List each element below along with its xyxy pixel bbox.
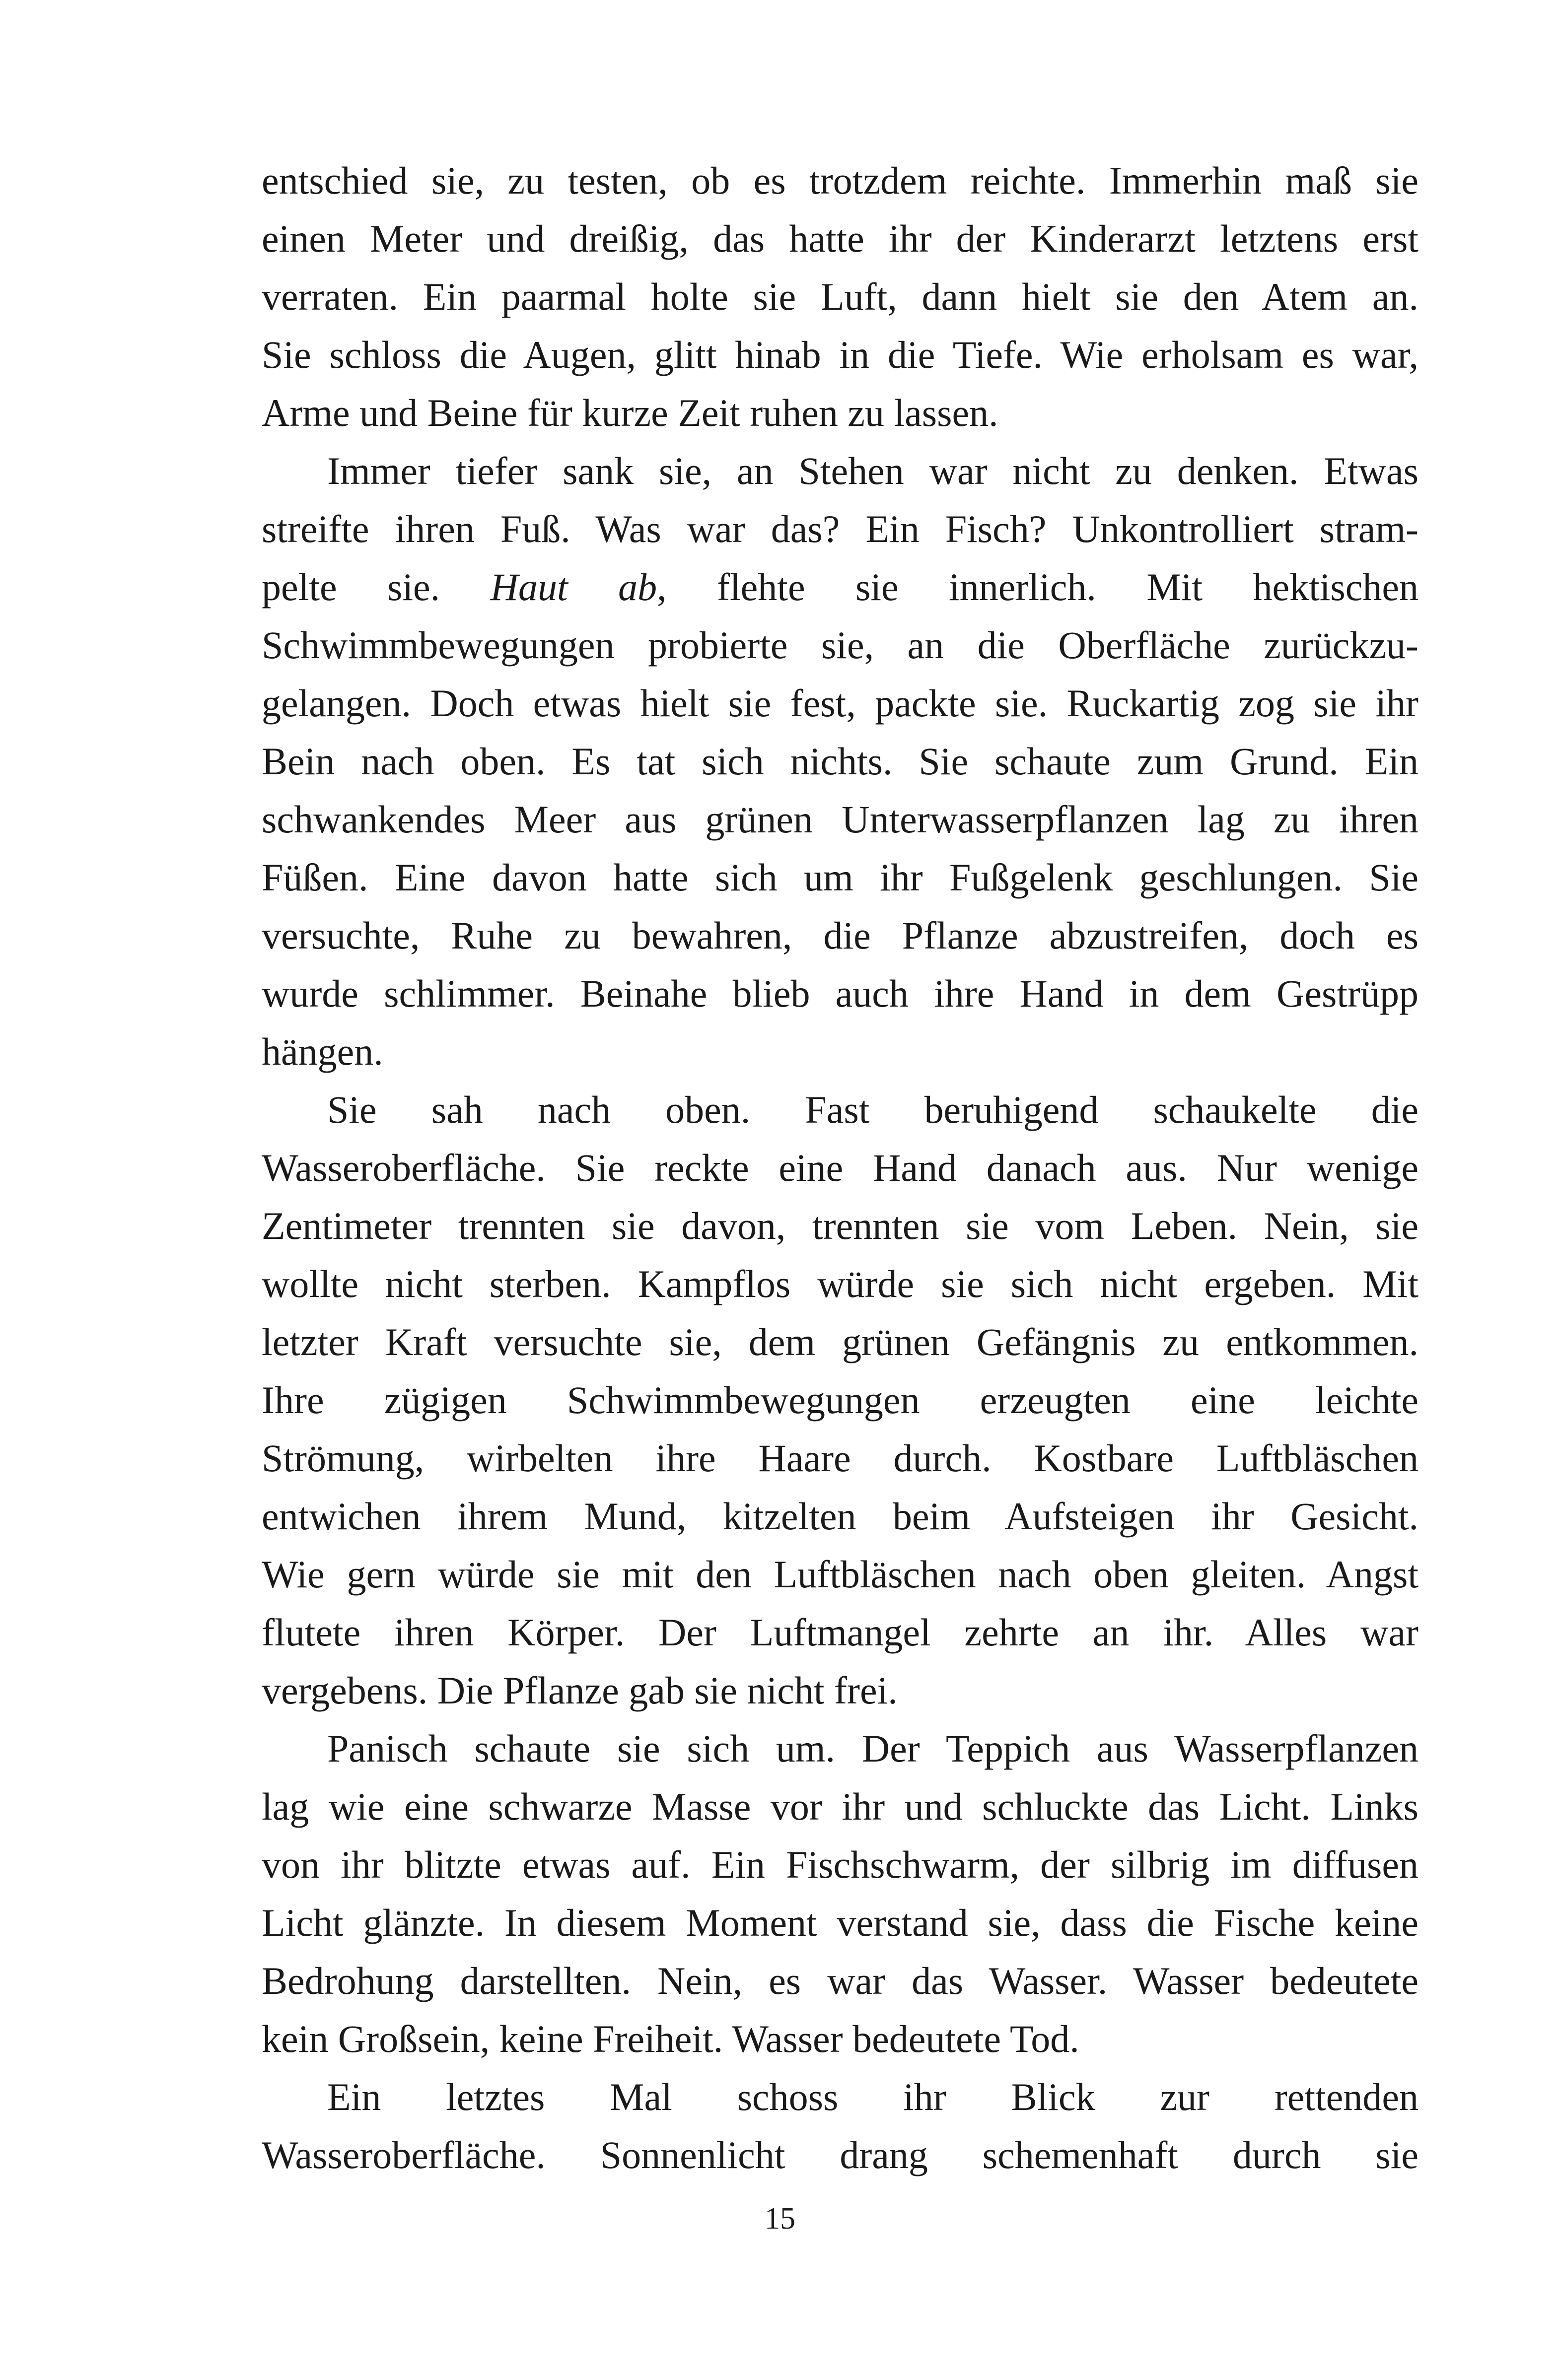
text-line: Wie gern würde sie mit den Luftbläschen nach oben gleiten. Angst — [262, 1553, 1418, 1596]
text-segment: pelte sie. — [262, 565, 440, 609]
text-line: Bein nach oben. Es tat sich nichts. Sie schaute zum Grund. Ein — [262, 740, 1418, 783]
text-line: Bedrohung darstellten. Nein, es war das Wasser. Wasser bedeutete — [262, 1959, 1418, 2002]
text-line: Immer tiefer sank sie, an Stehen war nicht zu denken. Etwas — [327, 449, 1418, 492]
text-line: entschied sie, zu testen, ob es trotzdem reichte. Immerhin maß sie — [262, 159, 1418, 202]
text-segment: , flehte sie innerlich. Mit hektischen — [657, 565, 1419, 609]
text-line: Strömung, wirbelten ihre Haare durch. Kostbare Luftbläschen — [262, 1436, 1418, 1480]
text-line: Sie sah nach oben. Fast beruhigend schaukelte die — [327, 1088, 1418, 1131]
page-number: 15 — [765, 2202, 795, 2236]
text-line: Panisch schaute sie sich um. Der Teppich aus Wasserpflanzen — [327, 1727, 1418, 1770]
text-line: Licht glänzte. In diesem Moment verstand sie, dass die Fische keine — [262, 1901, 1418, 1944]
text-line: lag wie eine schwarze Masse vor ihr und schluckte das Licht. Links — [262, 1785, 1418, 1828]
text-line: versuchte, Ruhe zu bewahren, die Pflanze abzustreifen, doch es — [262, 914, 1418, 957]
text-line: Wasseroberfläche. Sie reckte eine Hand danach aus. Nur wenige — [262, 1146, 1418, 1189]
italic-phrase: Haut ab — [490, 565, 657, 609]
text-line: kein Großsein, keine Freiheit. Wasser bedeutete Tod. — [262, 2017, 1079, 2060]
text-line: Füßen. Eine davon hatte sich um ihr Fußgelenk geschlungen. Sie — [262, 856, 1418, 899]
text-line: gelangen. Doch etwas hielt sie fest, packte sie. Ruckartig zog sie ihr — [262, 681, 1418, 725]
text-line: Zentimeter trennten sie davon, trennten sie vom Leben. Nein, sie — [262, 1204, 1418, 1247]
text-line: Schwimmbewegungen probierte sie, an die Oberfläche zurückzu- — [262, 623, 1418, 667]
text-line: Sie schloss die Augen, glitt hinab in die Tiefe. Wie erholsam es war, — [262, 333, 1418, 376]
text-line: wurde schlimmer. Beinahe blieb auch ihre Hand in dem Gestrüpp — [262, 972, 1418, 1015]
text-line: vergebens. Die Pflanze gab sie nicht frei. — [262, 1669, 898, 1712]
text-line: wollte nicht sterben. Kampflos würde sie sich nicht ergeben. Mit — [262, 1262, 1418, 1305]
text-line: verraten. Ein paarmal holte sie Luft, dann hielt sie den Atem an. — [262, 275, 1418, 318]
text-line — [262, 558, 1418, 616]
text-line: Arme und Beine für kurze Zeit ruhen zu lassen. — [262, 391, 998, 434]
text-line: entwichen ihrem Mund, kitzelten beim Aufsteigen ihr Gesicht. — [262, 1495, 1418, 1538]
text-line: Ihre zügigen Schwimmbewegungen erzeugten eine leichte — [262, 1378, 1418, 1422]
body-text — [262, 151, 1418, 2184]
text-line: schwankendes Meer aus grünen Unterwasserpflanzen lag zu ihren — [262, 798, 1418, 841]
text-line: flutete ihren Körper. Der Luftmangel zehrte an ihr. Alles war — [262, 1611, 1418, 1654]
text-line: von ihr blitzte etwas auf. Ein Fischschwarm, der silbrig im diffusen — [262, 1843, 1418, 1886]
text-line: letzter Kraft versuchte sie, dem grünen Gefängnis zu entkommen. — [262, 1320, 1418, 1363]
text-line: einen Meter und dreißig, das hatte ihr der Kinderarzt letztens erst — [262, 217, 1418, 260]
text-line: streifte ihren Fuß. Was war das? Ein Fisch? Unkontrolliert stram- — [262, 507, 1418, 550]
text-line: hängen. — [262, 1030, 383, 1073]
text-line: Ein letztes Mal schoss ihr Blick zur rettenden — [327, 2075, 1418, 2118]
text-line: Wasseroberfläche. Sonnenlicht drang schemenhaft durch sie — [262, 2133, 1418, 2176]
